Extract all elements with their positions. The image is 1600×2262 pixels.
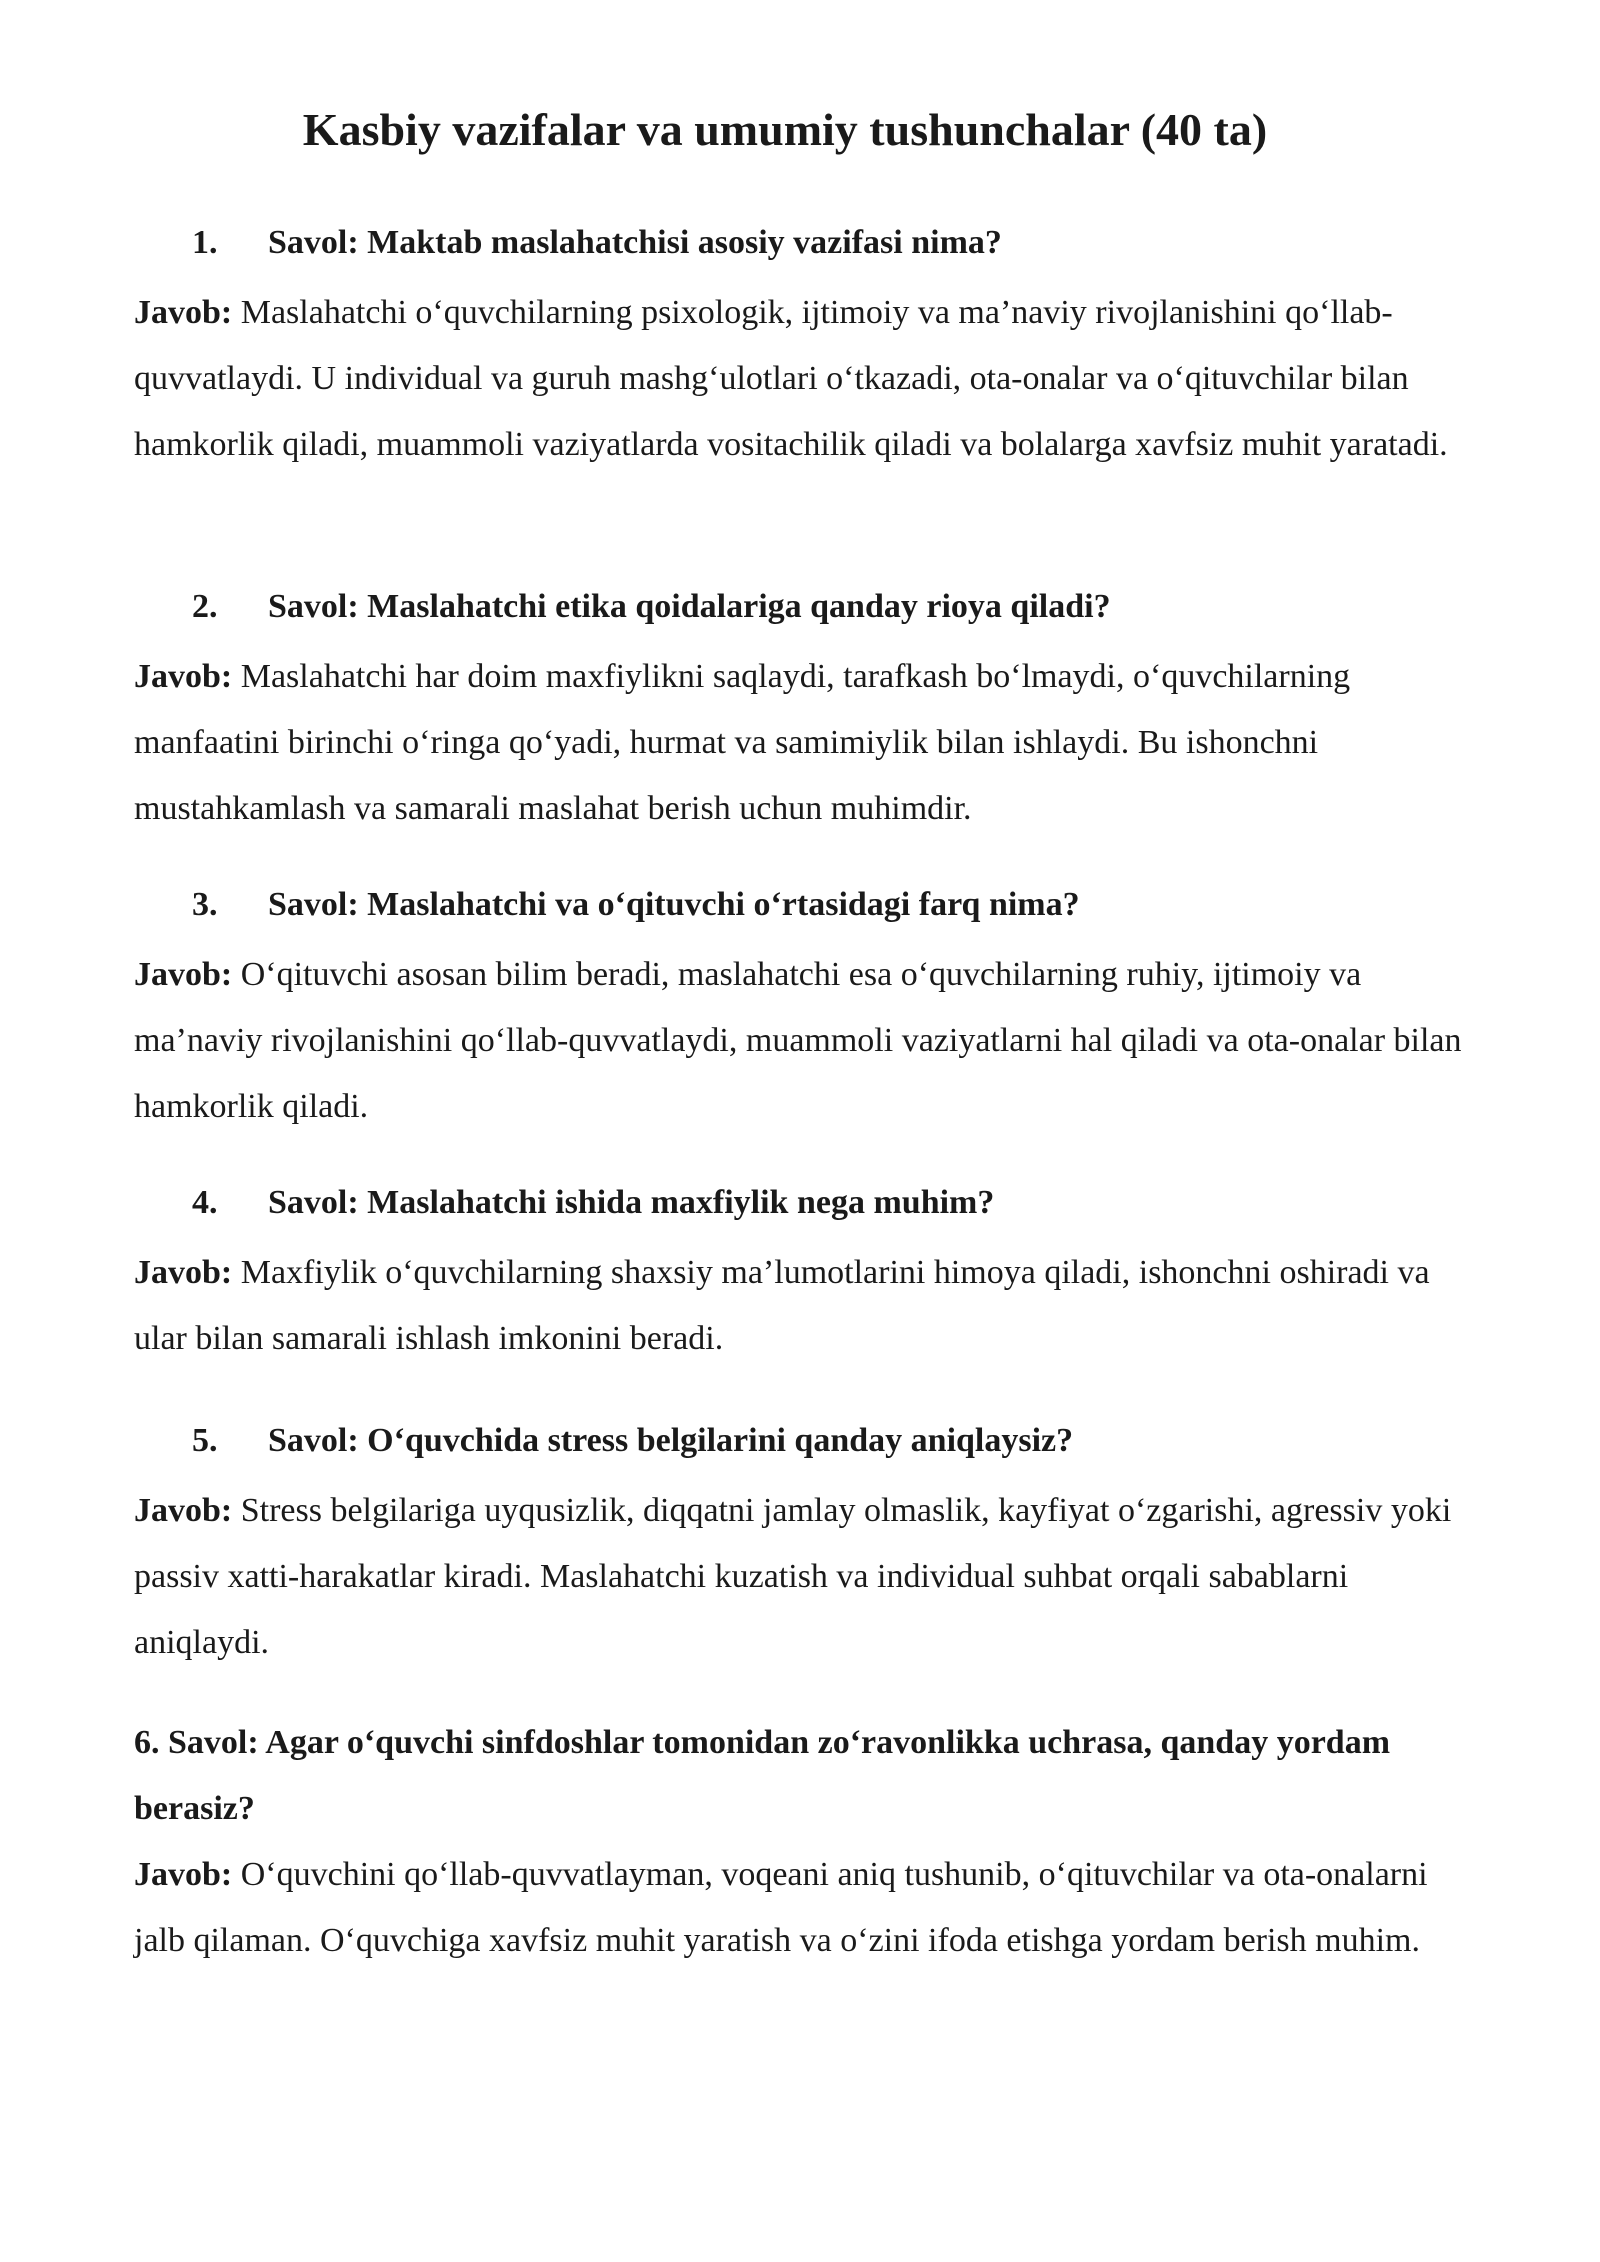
qa-item: [134, 1414, 1474, 1676]
answer: [134, 280, 1474, 478]
answer: [134, 644, 1474, 842]
answer: [134, 1478, 1474, 1676]
question-text: Savol: Maktab maslahatchisi asosiy vazifasi nima?: [268, 224, 1002, 261]
answer: [134, 1842, 1474, 1974]
answer-text: Maslahatchi har doim maxfiylikni saqlaydi, tarafkash bo‘lmaydi, o‘quvchilarning manfaatini birinchi o‘ringa qo‘yadi, hurmat va samimiylik bilan ishlaydi. Bu ishonchni mustahkamlash va samarali maslahat berish uchun muhimdir.: [134, 658, 1351, 827]
question: [134, 1414, 1474, 1468]
question: [134, 878, 1474, 932]
answer-text: O‘quvchini qo‘llab-quvvatlayman, voqeani aniq tushunib, o‘qituvchilar va ota-onalarni jalb qilaman. O‘quvchiga xavfsiz muhit yaratish va o‘zini ifoda etishga yordam berish muhim.: [134, 1856, 1428, 1959]
answer-label: Javob:: [134, 956, 233, 993]
answer: [134, 942, 1474, 1140]
answer-label: Javob:: [134, 1492, 233, 1529]
answer-label: Javob:: [134, 1254, 233, 1291]
question: [134, 580, 1474, 634]
question: [134, 216, 1474, 270]
qa-item: [134, 1710, 1474, 1974]
answer: [134, 1240, 1474, 1372]
question-number: 2.: [192, 588, 218, 625]
qa-item: [134, 216, 1474, 478]
qa-item: [134, 878, 1474, 1140]
question: [134, 1176, 1474, 1230]
answer-label: Javob:: [134, 1856, 233, 1893]
question-text: Savol: Maslahatchi etika qoidalariga qanday rioya qiladi?: [268, 588, 1111, 625]
answer-text: Maxfiylik o‘quvchilarning shaxsiy ma’lumotlarini himoya qiladi, ishonchni oshiradi va ular bilan samarali ishlash imkonini beradi.: [134, 1254, 1430, 1357]
answer-text: Stress belgilariga uyqusizlik, diqqatni jamlay olmaslik, kayfiyat o‘zgarishi, agressiv yoki passiv xatti-harakatlar kiradi. Maslahatchi kuzatish va individual suhbat orqali sabablarni aniqlaydi.: [134, 1492, 1452, 1661]
answer-label: Javob:: [134, 294, 233, 331]
answer-text: Maslahatchi o‘quvchilarning psixologik, ijtimoiy va ma’naviy rivojlanishini qo‘llab-quvvatlaydi. U individual va guruh mashg‘ulotlari o‘tkazadi, ota-onalar va o‘qituvchilar bilan hamkorlik qiladi, muammoli vaziyatlarda vositachilik qiladi va bolalarga xavfsiz muhit yaratadi.: [134, 294, 1448, 463]
document-title: Kasbiy vazifalar va umumiy tushunchalar (40 ta): [302, 104, 1268, 155]
qa-item: [134, 580, 1474, 842]
question-text: Savol: Maslahatchi ishida maxfiylik nega muhim?: [268, 1184, 995, 1221]
question-number: 4.: [192, 1184, 218, 1221]
answer-label: Javob:: [134, 658, 233, 695]
question: [134, 1710, 1474, 1842]
qa-item: [134, 1176, 1474, 1372]
question-text: Savol: O‘quvchida stress belgilarini qanday aniqlaysiz?: [268, 1422, 1074, 1459]
question-text: Savol: Maslahatchi va o‘qituvchi o‘rtasidagi farq nima?: [268, 886, 1080, 923]
question-number: 5.: [192, 1422, 218, 1459]
question-number: 3.: [192, 886, 218, 923]
question-text: 6. Savol: Agar o‘quvchi sinfdoshlar tomonidan zo‘ravonlikka uchrasa, qanday yordam berasiz?: [134, 1724, 1391, 1827]
question-number: 1.: [192, 224, 218, 261]
answer-text: O‘qituvchi asosan bilim beradi, maslahatchi esa o‘quvchilarning ruhiy, ijtimoiy va ma’naviy rivojlanishini qo‘llab-quvvatlaydi, muammoli vaziyatlarni hal qiladi va ota-onalar bilan hamkorlik qiladi.: [134, 956, 1462, 1125]
